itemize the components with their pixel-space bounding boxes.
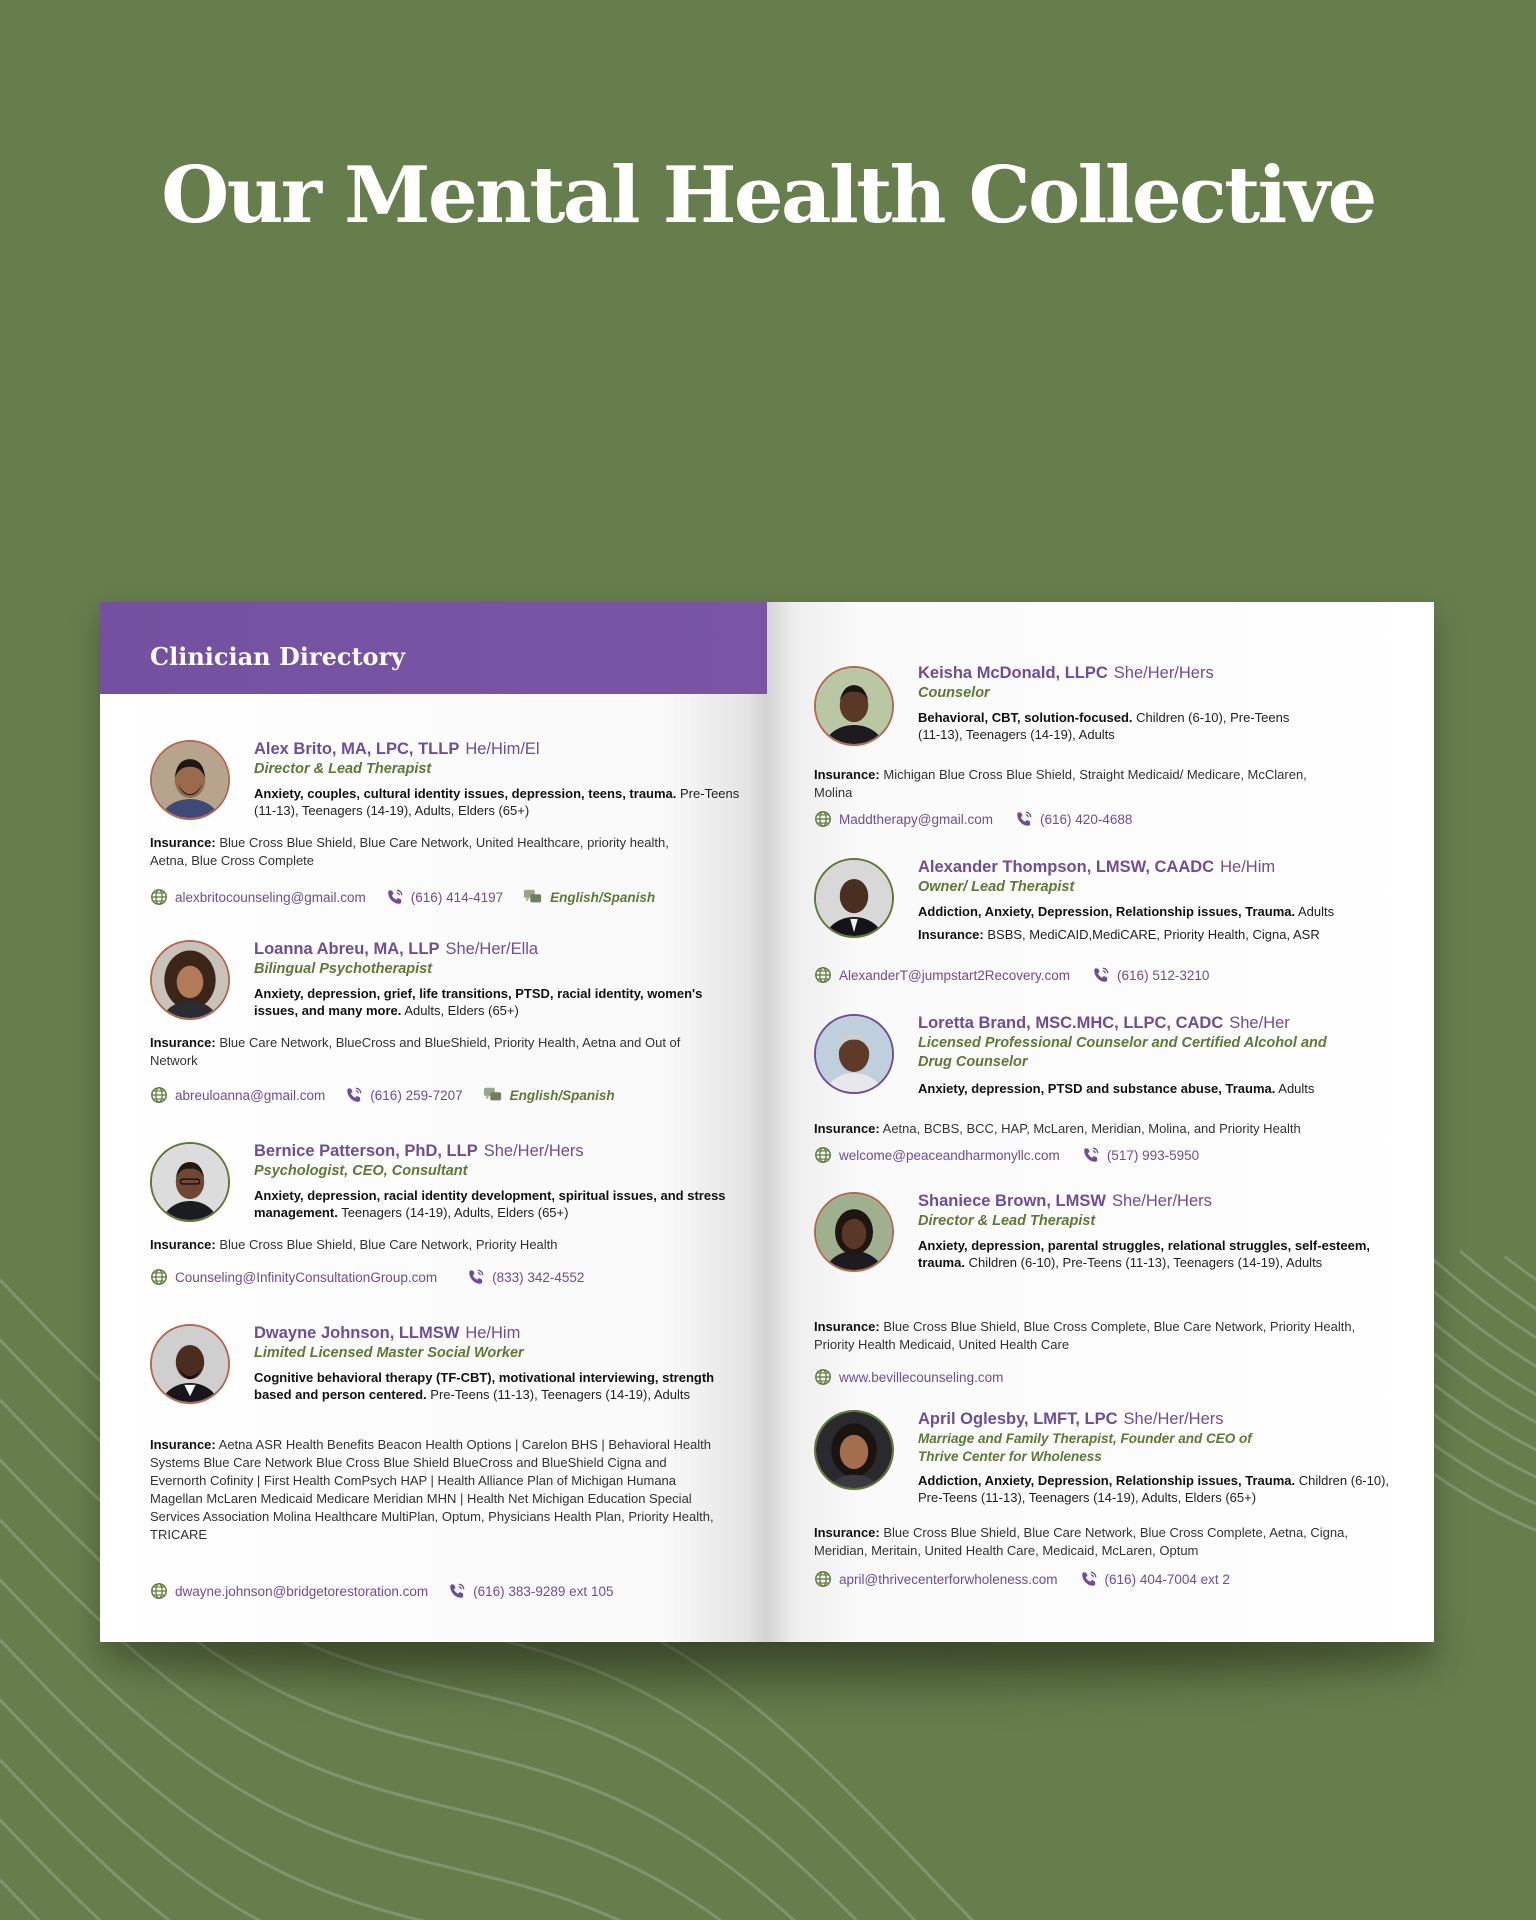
clinician-header [918, 1190, 1414, 1271]
clinician-pronouns: She/Her/Hers [1113, 664, 1214, 682]
clinician-role: Counselor [918, 685, 990, 701]
clinician-insurance: Insurance: BSBS, MediCAID,MediCARE, Priority Health, Cigna, ASR [918, 927, 1320, 942]
clinician-phone[interactable]: (616) 404-7004 ext 2 [1080, 1570, 1230, 1588]
clinician-role: Bilingual Psychotherapist [254, 961, 433, 977]
clinician-website[interactable]: www.bevillecounseling.com [814, 1368, 1003, 1386]
clinician-phone[interactable]: (616) 512-3210 [1092, 966, 1209, 984]
clinician-role: Limited Licensed Master Social Worker [254, 1345, 524, 1361]
clinician-email[interactable]: april@thrivecenterforwholeness.com [814, 1570, 1058, 1588]
clinician-specialties: Anxiety, depression, grief, life transitions, PTSD, racial identity, women's issues, and many more. Adults, Elders (65+) [254, 986, 703, 1018]
phone-icon [345, 1086, 363, 1104]
clinician-contact-row [814, 966, 1229, 984]
phone-icon [1080, 1570, 1098, 1588]
clinician-contact-row [814, 1570, 1250, 1588]
clinician-photo [814, 666, 894, 746]
clinician-role: Owner/ Lead Therapist [918, 879, 1075, 895]
clinician-photo [150, 740, 230, 820]
wave-line [0, 1718, 1360, 1920]
clinician-specialties: Cognitive behavioral therapy (TF-CBT), motivational interviewing, strength based and person centered. Pre-Teens (11-13), Teenagers (14-19), Adults [254, 1370, 715, 1402]
clinician-name: Keisha McDonald, LLPC She/Her/Hers [918, 664, 1214, 682]
clinician-pronouns: He/Him [465, 1324, 521, 1342]
clinician-name: Bernice Patterson, PhD, LLP She/Her/Hers [254, 1142, 584, 1160]
clinician-contact-row [814, 810, 1152, 828]
clinician-name: Alex Brito, MA, LPC, TLLP He/Him/El [254, 740, 540, 758]
clinician-role: Psychologist, CEO, Consultant [254, 1163, 468, 1179]
clinician-insurance: Insurance: Blue Care Network, BlueCross and BlueShield, Priority Health, Aetna and Out of Network [150, 1035, 681, 1068]
clinician-header [918, 856, 1414, 943]
clinician-specialties: Addiction, Anxiety, Depression, Relationship issues, Trauma. Adults [918, 904, 1335, 919]
clinician-name: Alexander Thompson, LMSW, CAADC He/Him [918, 858, 1276, 876]
phone-icon [386, 888, 404, 906]
language-chat-icon [483, 1086, 503, 1104]
clinician-insurance: Insurance: Blue Cross Blue Shield, Blue Cross Complete, Blue Care Network, Priority Health, Priority Health Medicaid, United Health Care [814, 1319, 1356, 1352]
clinician-email[interactable]: welcome@peaceandharmonyllc.com [814, 1146, 1060, 1164]
wave-line [0, 1898, 1360, 1920]
clinician-insurance: Insurance: Aetna, BCBS, BCC, HAP, McLaren, Meridian, Molina, and Priority Health [814, 1121, 1301, 1136]
clinician-phone[interactable]: (616) 383-9289 ext 105 [448, 1582, 613, 1600]
clinician-phone[interactable]: (833) 342-4552 [467, 1268, 584, 1286]
clinician-header [918, 1408, 1414, 1506]
wave-line [0, 1778, 1360, 1920]
clinician-name: Loanna Abreu, MA, LLP She/Her/Ella [254, 940, 539, 958]
globe-icon [814, 1146, 832, 1164]
language-chat-icon [523, 888, 543, 906]
clinician-specialties: Behavioral, CBT, solution-focused. Children (6-10), Pre-Teens (11-13), Teenagers (14-19), Adults [918, 710, 1290, 742]
clinician-language: English/Spanish [523, 888, 655, 906]
clinician-name: Dwayne Johnson, LLMSW He/Him [254, 1324, 521, 1342]
clinician-role: Marriage and Family Therapist, Founder and CEO of Thrive Center for Wholeness [918, 1431, 1252, 1464]
clinician-phone[interactable]: (616) 414-4197 [386, 888, 503, 906]
clinician-email[interactable]: alexbritocounseling@gmail.com [150, 888, 366, 906]
clinician-contact-row [150, 1268, 604, 1286]
clinician-specialties: Addiction, Anxiety, Depression, Relationship issues, Trauma. Children (6-10), Pre-Teens (11-13), Teenagers (14-19), Adults, Elders (65+) [918, 1473, 1390, 1505]
clinician-specialties: Anxiety, depression, PTSD and substance abuse, Trauma. Adults [918, 1081, 1315, 1096]
clinician-pronouns: She/Her/Hers [483, 1142, 584, 1160]
globe-icon [150, 1268, 168, 1286]
clinician-specialties: Anxiety, couples, cultural identity issues, depression, teens, trauma. Pre-Teens (11-13), Teenagers (14-19), Adults, Elders (65+) [254, 786, 740, 818]
clinician-header [918, 1012, 1414, 1097]
clinician-photo [150, 1324, 230, 1404]
globe-icon [150, 888, 168, 906]
phone-icon [467, 1268, 485, 1286]
wave-line [0, 1658, 1360, 1920]
clinician-header [918, 662, 1414, 743]
clinician-pronouns: He/Him/El [465, 740, 540, 758]
clinician-contact-row [814, 1146, 1219, 1164]
directory-title: Clinician Directory [150, 642, 406, 671]
clinician-language: English/Spanish [483, 1086, 615, 1104]
brochure-spread [100, 602, 1434, 1642]
clinician-phone[interactable]: (616) 420-4688 [1015, 810, 1132, 828]
clinician-specialties: Anxiety, depression, racial identity development, spiritual issues, and stress management. Teenagers (14-19), Adults, Elders (65+) [254, 1188, 726, 1220]
globe-icon [814, 1570, 832, 1588]
clinician-header [254, 1140, 750, 1221]
clinician-insurance: Insurance: Blue Cross Blue Shield, Blue Care Network, Priority Health [150, 1237, 558, 1252]
clinician-email[interactable]: AlexanderT@jumpstart2Recovery.com [814, 966, 1070, 984]
clinician-contact-row [150, 1582, 633, 1600]
clinician-name: Shaniece Brown, LMSW She/Her/Hers [918, 1192, 1212, 1210]
clinician-role: Director & Lead Therapist [254, 761, 432, 777]
phone-icon [1015, 810, 1033, 828]
clinician-name: Loretta Brand, MSC.MHC, LLPC, CADC She/Her [918, 1014, 1290, 1032]
directory-banner [100, 602, 767, 694]
globe-icon [814, 966, 832, 984]
clinician-insurance: Insurance: Blue Cross Blue Shield, Blue Care Network, United Healthcare, priority health, Aetna, Blue Cross Complete [150, 835, 669, 868]
wave-line [0, 1838, 1360, 1920]
clinician-insurance: Insurance: Aetna ASR Health Benefits Beacon Health Options | Carelon BHS | Behavioral Health Systems Blue Care Network Blue Cross Blue Shield BlueCross and BlueShield Cigna and Evernorth Cofinity | First Health ComPsych HAP | Health Alliance Plan of Michigan Humana Magellan McLaren Medicaid Medicare Meridian MHN | Health Net Michigan Education Special Services Association Molina Healthcare MultiPlan, Optum, Physicians Health Plan, Priority Health, TRICARE [150, 1437, 714, 1542]
clinician-email[interactable]: Maddtherapy@gmail.com [814, 810, 993, 828]
globe-icon [150, 1582, 168, 1600]
clinician-contact-row [814, 1368, 1023, 1386]
globe-icon [150, 1086, 168, 1104]
clinician-insurance: Insurance: Blue Cross Blue Shield, Blue Care Network, Blue Cross Complete, Aetna, Cigna, Meridian, Meritain, United Health Care, Medicaid, McLaren, Optum [814, 1525, 1348, 1558]
brochure-left-page [100, 602, 767, 1642]
clinician-photo [814, 1192, 894, 1272]
clinician-contact-row [150, 1086, 635, 1104]
clinician-photo [150, 1142, 230, 1222]
clinician-header [254, 738, 750, 819]
globe-icon [814, 1368, 832, 1386]
clinician-header [254, 938, 750, 1019]
page-title: Our Mental Health Collective [161, 150, 1375, 241]
clinician-photo [814, 858, 894, 938]
clinician-pronouns: She/Her/Hers [1111, 1192, 1212, 1210]
phone-icon [1082, 1146, 1100, 1164]
brochure-right-page [767, 602, 1434, 1642]
clinician-pronouns: She/Her [1229, 1014, 1290, 1032]
clinician-pronouns: She/Her/Ella [445, 940, 539, 958]
clinician-name: April Oglesby, LMFT, LPC She/Her/Hers [918, 1410, 1224, 1428]
clinician-photo [150, 940, 230, 1020]
phone-icon [448, 1582, 466, 1600]
clinician-role: Director & Lead Therapist [918, 1213, 1096, 1229]
clinician-contact-row [150, 888, 675, 906]
clinician-specialties: Anxiety, depression, parental struggles, relational struggles, self-esteem, trauma. Children (6-10), Pre-Teens (11-13), Teenagers (14-19), Adults [918, 1238, 1371, 1270]
globe-icon [814, 810, 832, 828]
clinician-phone[interactable]: (517) 993-5950 [1082, 1146, 1199, 1164]
clinician-email[interactable]: Counseling@InfinityConsultationGroup.com [150, 1268, 437, 1286]
clinician-photo [814, 1410, 894, 1490]
clinician-photo [814, 1014, 894, 1094]
clinician-insurance: Insurance: Michigan Blue Cross Blue Shield, Straight Medicaid/ Medicare, McClaren, Molina [814, 767, 1307, 800]
clinician-phone[interactable]: (616) 259-7207 [345, 1086, 462, 1104]
clinician-email[interactable]: dwayne.johnson@bridgetorestoration.com [150, 1582, 428, 1600]
clinician-header [254, 1322, 750, 1403]
clinician-pronouns: She/Her/Hers [1123, 1410, 1224, 1428]
clinician-email[interactable]: abreuloanna@gmail.com [150, 1086, 325, 1104]
clinician-pronouns: He/Him [1220, 858, 1276, 876]
phone-icon [1092, 966, 1110, 984]
clinician-role: Licensed Professional Counselor and Certified Alcohol and Drug Counselor [918, 1035, 1327, 1070]
